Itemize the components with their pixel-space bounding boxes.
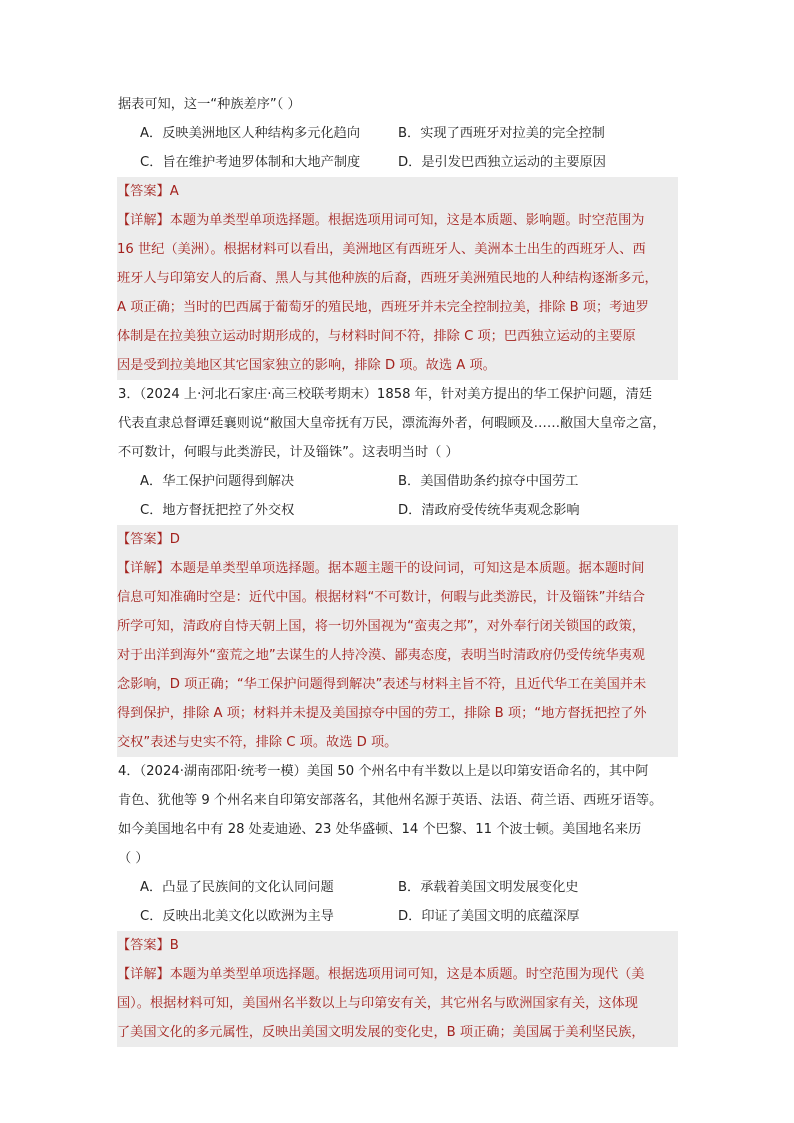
q2-explain-line: 【详解】本题为单类型单项选择题。根据选项用词可知，这是本质题、影响题。时空范围为 (117, 213, 645, 228)
q2-options-row-2 (118, 148, 678, 177)
q2-explain-line: 班牙人与印第安人的后裔、黑人与其他种族的后裔，西班牙美洲殖民地的人种结构逐渐多元， (117, 271, 658, 286)
q2-option-a[interactable]: A．反映美洲地区人种结构多元化趋向 (140, 126, 361, 141)
q4-stem-line: 肯色、犹他等 9 个州名来自印第安部落名，其他州名源于英语、法语、荷兰语、西班牙语等。 (118, 793, 663, 808)
q3-option-b[interactable]: B．美国借助条约掠夺中国劳工 (398, 474, 579, 489)
q3-stem-line: 不可数计，何暇与此类游民，计及锱铢”。这表明当时（ ） (118, 445, 459, 460)
q3-explain-line: 对于出洋到海外“蛮荒之地”去谋生的人持冷漠、鄙夷态度，表明当时清政府仍受传统华夷观 (117, 648, 645, 663)
q3-stem-line: 3．（2024 上·河北石家庄·高三校联考期末）1858 年，针对美方提出的华工保护问题，清廷 (118, 387, 653, 402)
q4-option-a[interactable]: A．凸显了民族间的文化认同问题 (140, 880, 334, 895)
q2-explain-line: 16 世纪（美洲）。根据材料可以看出，美洲地区有西班牙人、美洲本土出生的西班牙人、西 (117, 242, 646, 257)
q4-answer-block (117, 931, 678, 1047)
q3-option-d[interactable]: D．清政府受传统华夷观念影响 (398, 503, 580, 518)
q2-explain-line: 因是受到拉美地区其它国家独立的影响，排除 D 项。故选 A 项。 (117, 358, 496, 373)
q3-explain-line: 【详解】本题是单类型单项选择题。据本题主题干的设问词，可知这是本质题。据本题时间 (117, 561, 645, 576)
q3-option-c[interactable]: C．地方督抚把控了外交权 (140, 503, 295, 518)
q4-stem-line: 如今美国地名中有 28 处麦迪逊、23 处华盛顿、14 个巴黎、11 个波士顿。美国地名来历 (118, 822, 642, 837)
q4-option-d[interactable]: D．印证了美国文明的底蕴深厚 (398, 909, 580, 924)
q2-option-c[interactable]: C．旨在维护考迪罗体制和大地产制度 (140, 155, 361, 170)
page-content (118, 90, 678, 1047)
q3-option-a[interactable]: A．华工保护问题得到解决 (140, 474, 295, 489)
q4-options-row-1 (118, 873, 678, 902)
q3-options-row-1 (118, 467, 678, 496)
q3-stem-line: 代表直隶总督谭廷襄则说“敝国大皇帝抚有万民，漂流海外者，何暇顾及……敝国大皇帝之富， (118, 416, 666, 431)
q2-explain-line: A 项正确；当时的巴西属于葡萄牙的殖民地，西班牙并未完全控制拉美，排除 B 项；考迪罗 (117, 300, 649, 315)
q3-explain-line: 交权”表述与史实不符，排除 C 项。故选 D 项。 (117, 735, 398, 750)
q4-answer: 【答案】B (117, 938, 179, 953)
q3-explain-line: 念影响，D 项正确；“华工保护问题得到解决”表述与材料主旨不符，且近代华工在美国并未 (117, 677, 647, 692)
q3-answer: 【答案】D (117, 532, 180, 547)
q3-answer-block (117, 525, 678, 757)
q4-stem-line: （ ） (118, 851, 149, 866)
q4-explain-line: 了美国文化的多元属性，反映出美国文明发展的变化史，B 项正确；美国属于美利坚民族， (117, 1025, 645, 1040)
q2-stem: 据表可知，这一“种族差序”（ ） (118, 97, 301, 112)
q4-option-c[interactable]: C．反映出北美文化以欧洲为主导 (140, 909, 334, 924)
q3-explain-line: 得到保护，排除 A 项；材料并未提及美国掠夺中国的劳工，排除 B 项；“地方督抚把控了外 (117, 706, 647, 721)
q3-options-row-2 (118, 496, 678, 525)
q3-explain-line: 信息可知准确时空是：近代中国。根据材料“不可数计，何暇与此类游民，计及锱铢”并结合 (117, 590, 645, 605)
q4-option-b[interactable]: B．承载着美国文明发展变化史 (398, 880, 579, 895)
q4-options-row-2 (118, 902, 678, 931)
q4-explain-line: 【详解】本题为单类型单项选择题。根据选项用词可知，这是本质题。时空范围为现代（美 (117, 967, 645, 982)
q2-option-b[interactable]: B．实现了西班牙对拉美的完全控制 (398, 126, 605, 141)
q3-explain-line: 所学可知，清政府自恃天朝上国，将一切外国视为“蛮夷之邦”，对外奉行闭关锁国的政策， (117, 619, 645, 634)
q4-stem-line: 4．（2024·湖南邵阳·统考一模）美国 50 个州名中有半数以上是以印第安语命名的，其中阿 (118, 764, 649, 779)
q2-options-row-1 (118, 119, 678, 148)
q2-option-d[interactable]: D．是引发巴西独立运动的主要原因 (398, 155, 606, 170)
q2-answer: 【答案】A (117, 184, 179, 199)
q2-explain-line: 体制是在拉美独立运动时期形成的，与材料时间不符，排除 C 项；巴西独立运动的主要原 (117, 329, 636, 344)
q4-explain-line: 国）。根据材料可知，美国州名半数以上与印第安有关，其它州名与欧洲国家有关，这体现 (117, 996, 638, 1011)
q2-answer-block (117, 177, 678, 380)
